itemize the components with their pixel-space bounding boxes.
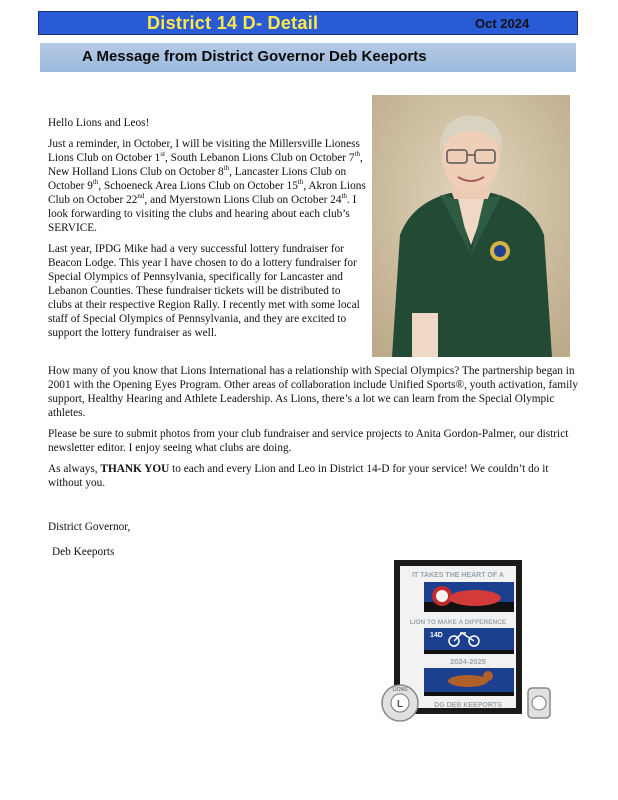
greeting: Hello Lions and Leos! [48, 117, 150, 129]
svg-text:LIONS: LIONS [392, 687, 408, 693]
message-heading: A Message from District Governor Deb Keeports [82, 48, 427, 65]
district-governor-pin [350, 538, 580, 748]
leo-logo-icon [528, 688, 550, 718]
signature: Deb Keeports [52, 546, 115, 558]
svg-text:L: L [396, 699, 404, 710]
lion-body-icon [449, 590, 501, 606]
governor-photo [372, 95, 570, 357]
newsletter-title: District 14 D- Detail [147, 13, 319, 33]
portrait-illustration [372, 95, 570, 357]
pin-line-1: IT TAKES THE HEART OF A [412, 572, 504, 579]
paragraph-lottery: Last year, IPDG Mike had a very successful lottery fundraiser for Beacon Lodge. This year I have chosen to do a lottery fundraiser for Special Olympics of Pennsylvania, specifically for Lancaster and Lebanon Counties. These fundraiser tickets will be distributed to clubs at their respective Region Rally. I recently met with some local staff of Special Olympics of Pennsylvania, and they are excited to support the lottery fundraiser as well. [48, 243, 360, 339]
issue-date: Oct 2024 [475, 16, 530, 31]
header-banner [38, 11, 578, 35]
pin-name: DG DEB KEEPORTS [434, 702, 502, 709]
lions-logo-icon [382, 685, 418, 721]
paragraph-photos: Please be sure to submit photos from your club fundraiser and service projects to Anita Gordon-Palmer, our district newsletter editor. I enjoy seeing what clubs are doing. [48, 428, 569, 454]
pin-district: 14D [430, 632, 443, 639]
dachshund-icon [448, 675, 488, 687]
paragraph-visits: Just a reminder, in October, I will be visiting the Millersville Lioness Lions Club on October 1st, South Lebanon Lions Club on October 7th, New Holland Lions Club on October 8th, Lancaster Lions Club on October 9th, Schoeneck Area Lions Club on October 15th, Akron Lions Club on October 22nd, and Myerstown Lions Club on October 24th. I look forwarding to visiting the clubs and hearing about each club’s SERVICE. [48, 138, 366, 234]
paragraph-thanks: As always, THANK YOU to each and every Lion and Leo in District 14-D for your service! We couldn’t do it without you. [48, 463, 549, 489]
letter-column [48, 116, 366, 347]
paragraph-special-olympics: How many of you know that Lions International has a relationship with Special Olympics? The partnership began in 2001 with the Opening Eyes Program. Other areas of collaboration include Unified Sports®, youth activation, family support, Healthy Hearing and Athlete Leadership. As Lions, there’s a lot we can learn from the Special Olympic athletes. [48, 365, 578, 419]
pin-line-2: LION TO MAKE A DIFFERENCE [409, 619, 507, 626]
pin-years: 2024-2025 [450, 657, 486, 666]
message-heading-bar [40, 43, 576, 72]
letter-body [48, 364, 578, 497]
closing: District Governor, [48, 521, 131, 533]
